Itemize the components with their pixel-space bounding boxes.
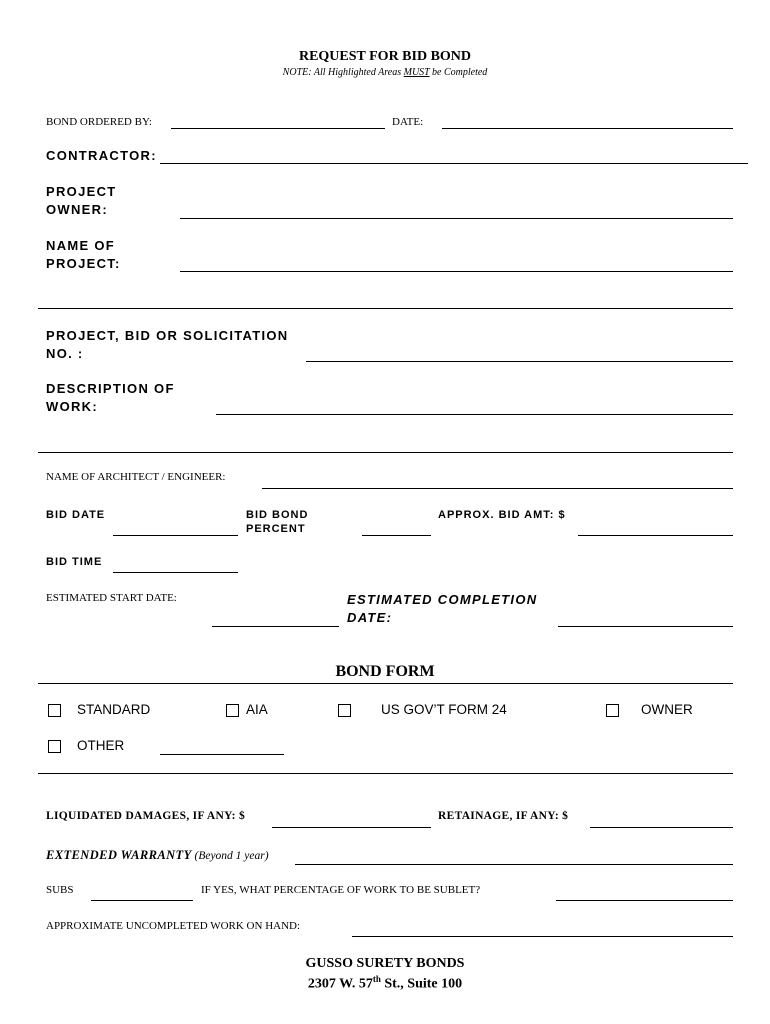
estimated-completion-field[interactable] [558, 626, 733, 627]
liquidated-damages-label: LIQUIDATED DAMAGES, IF ANY: $ [46, 810, 246, 822]
address-sup: th [372, 974, 381, 984]
address-prefix: 2307 W. 57 [307, 976, 373, 992]
bid-bond-label-line1: BID BOND [246, 509, 309, 521]
section-divider [38, 452, 733, 453]
other-checkbox[interactable] [48, 740, 61, 753]
sublet-percentage-label: IF YES, WHAT PERCENTAGE OF WORK TO BE SUBLET? [201, 884, 481, 896]
description-label-line1: DESCRIPTION OF [46, 381, 175, 396]
estimated-completion-label-line2: DATE: [347, 610, 393, 625]
uncompleted-work-label: APPROXIMATE UNCOMPLETED WORK ON HAND: [46, 920, 301, 932]
company-name: GUSSO SURETY BONDS [305, 956, 465, 971]
solicitation-field[interactable] [306, 361, 733, 362]
extended-warranty-text: EXTENDED WARRANTY [46, 848, 192, 862]
bid-time-field[interactable] [113, 572, 238, 573]
architect-label: NAME OF ARCHITECT / ENGINEER: [46, 471, 226, 483]
name-of-project-field[interactable] [180, 271, 733, 272]
company-address [0, 974, 770, 993]
owner-checkbox[interactable] [606, 704, 619, 717]
section-divider [38, 773, 733, 774]
subs-field[interactable] [91, 900, 193, 901]
aia-label: AIA [246, 702, 268, 717]
bid-bond-label-line2: PERCENT [246, 523, 306, 535]
solicitation-label-line2: NO. : [46, 346, 84, 361]
us-gov-form-label: US GOV’T FORM 24 [381, 702, 507, 717]
project-owner-label-line1: PROJECT [46, 184, 117, 199]
standard-checkbox[interactable] [48, 704, 61, 717]
estimated-start-label: ESTIMATED START DATE: [46, 592, 177, 604]
description-field[interactable] [216, 414, 733, 415]
name-of-project-label-line2: PROJECT: [46, 256, 121, 271]
solicitation-label-line1: PROJECT, BID OR SOLICITATION [46, 328, 289, 343]
us-gov-form-checkbox[interactable] [338, 704, 351, 717]
note-suffix: be Completed [429, 67, 488, 78]
extended-warranty-field[interactable] [295, 864, 733, 865]
other-field[interactable] [160, 754, 284, 755]
standard-label: STANDARD [77, 702, 151, 717]
bond-form-heading: BOND FORM [335, 663, 435, 680]
date-label: DATE: [392, 116, 424, 128]
owner-label: OWNER [641, 702, 693, 717]
contractor-label: CONTRACTOR: [46, 148, 157, 163]
bid-date-label: BID DATE [46, 509, 106, 521]
project-owner-label-line2: OWNER: [46, 202, 108, 217]
contractor-field[interactable] [160, 163, 748, 164]
bid-date-field[interactable] [113, 535, 238, 536]
sublet-percentage-field[interactable] [556, 900, 733, 901]
address-suffix: St., Suite 100 [380, 976, 463, 992]
bond-ordered-by-field[interactable] [171, 128, 385, 129]
other-label: OTHER [77, 738, 125, 753]
bid-bond-percent-field[interactable] [362, 535, 431, 536]
bid-time-label: BID TIME [46, 556, 103, 568]
approx-bid-amt-label: APPROX. BID AMT: $ [438, 509, 566, 521]
note-must: MUST [403, 67, 430, 78]
name-of-project-label-line1: NAME OF [46, 238, 116, 253]
retainage-label: RETAINAGE, IF ANY: $ [438, 810, 569, 822]
project-owner-field[interactable] [180, 218, 733, 219]
description-label-line2: WORK: [46, 399, 98, 414]
section-divider [38, 308, 733, 309]
architect-field[interactable] [262, 488, 733, 489]
uncompleted-work-field[interactable] [352, 936, 733, 937]
form-title: REQUEST FOR BID BOND [298, 49, 472, 64]
note-prefix: NOTE: All Highlighted Areas [282, 67, 404, 78]
extended-warranty-note: (Beyond 1 year) [191, 850, 269, 862]
form-note [0, 67, 770, 78]
retainage-field[interactable] [590, 827, 733, 828]
bond-ordered-by-label: BOND ORDERED BY: [46, 116, 152, 128]
approx-bid-amt-field[interactable] [578, 535, 733, 536]
aia-checkbox[interactable] [226, 704, 239, 717]
subs-label: SUBS [46, 884, 74, 896]
estimated-start-field[interactable] [212, 626, 339, 627]
liquidated-damages-field[interactable] [272, 827, 431, 828]
section-divider [38, 683, 733, 684]
date-field[interactable] [442, 128, 733, 129]
estimated-completion-label-line1: ESTIMATED COMPLETION [347, 592, 538, 607]
extended-warranty-label [46, 848, 269, 863]
